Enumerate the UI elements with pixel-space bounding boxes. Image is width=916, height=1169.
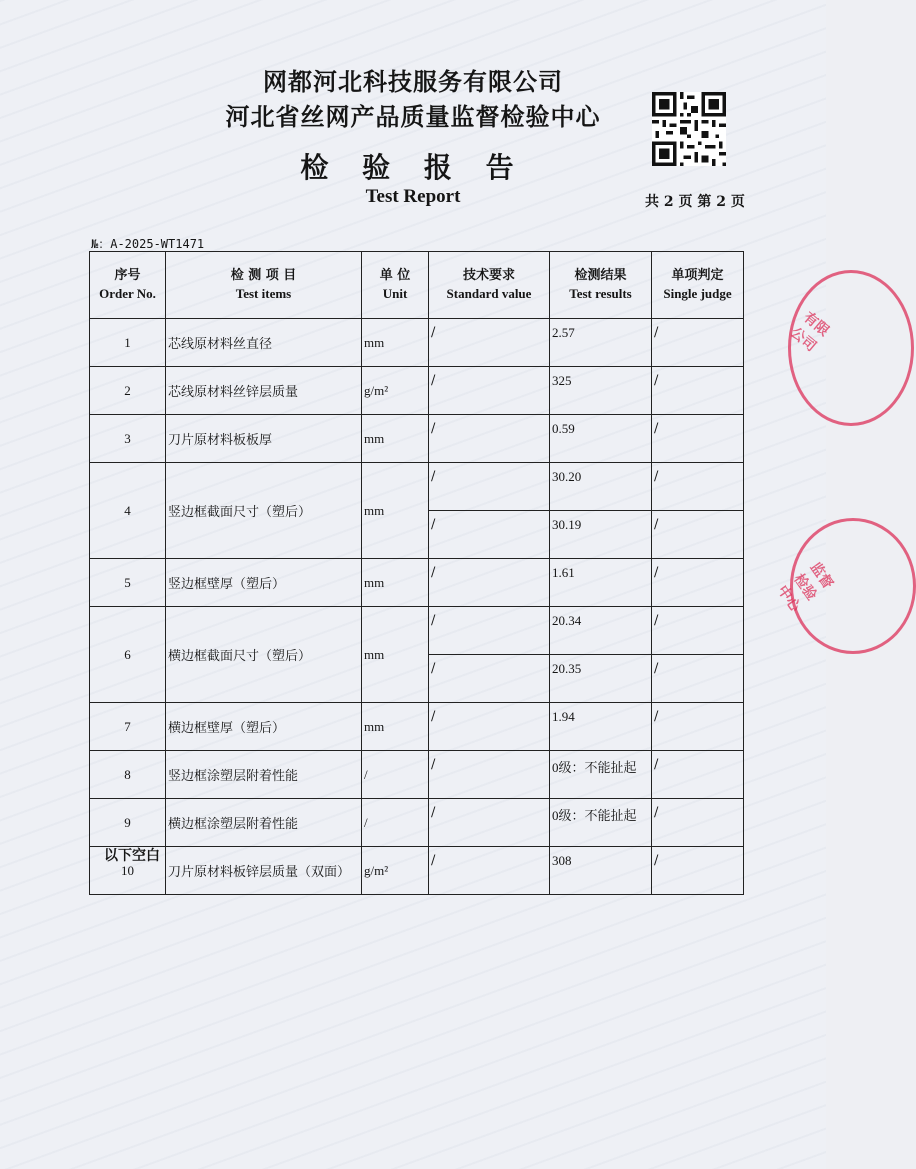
test-result-cell: 1.94	[550, 703, 652, 751]
unit-cell: g/m²	[362, 847, 429, 895]
test-result-cell: 1.61	[550, 559, 652, 607]
column-header	[362, 252, 429, 319]
order-number-cell: 1	[90, 319, 166, 367]
table-row	[90, 751, 744, 799]
table-row	[90, 847, 744, 895]
blank-below-note: 以下空白	[104, 848, 160, 864]
test-result-cell: 308	[550, 847, 652, 895]
standard-value-cell: /	[429, 463, 550, 511]
standard-value-cell: /	[429, 415, 550, 463]
qr-code-icon[interactable]	[652, 92, 726, 166]
test-item-cell: 芯线原材料丝直径	[166, 319, 362, 367]
test-result-cell: 325	[550, 367, 652, 415]
test-results-table	[89, 251, 744, 895]
single-judge-cell: /	[652, 799, 744, 847]
column-header-en: Test items	[235, 286, 292, 301]
test-item-cell: 竖边框涂塑层附着性能	[166, 751, 362, 799]
table-body	[90, 319, 744, 895]
unit-cell: /	[362, 751, 429, 799]
standard-value-cell: /	[429, 847, 550, 895]
test-item-cell: 竖边框壁厚（塑后）	[166, 559, 362, 607]
column-header	[90, 252, 166, 319]
single-judge-cell: /	[652, 847, 744, 895]
test-result-cell: 30.19	[550, 511, 652, 559]
order-number-cell: 6	[90, 607, 166, 703]
test-result-cell: 0级：不能扯起	[550, 751, 652, 799]
order-number-cell: 2	[90, 367, 166, 415]
table-header-row	[90, 252, 744, 319]
column-header	[652, 252, 744, 319]
standard-value-cell: /	[429, 367, 550, 415]
table-row	[90, 319, 744, 367]
test-result-cell: 2.57	[550, 319, 652, 367]
unit-cell: g/m²	[362, 367, 429, 415]
order-number-cell: 4	[90, 463, 166, 559]
table-row	[90, 367, 744, 415]
order-number-cell: 8	[90, 751, 166, 799]
single-judge-cell: /	[652, 463, 744, 511]
column-header-en: Test results	[569, 286, 632, 301]
column-header-cn: 序号	[114, 268, 141, 283]
column-header-cn: 单项判定	[671, 268, 724, 283]
standard-value-cell: /	[429, 799, 550, 847]
test-item-cell: 芯线原材料丝锌层质量	[166, 367, 362, 415]
column-header-cn: 检 测 项 目	[230, 268, 297, 283]
single-judge-cell: /	[652, 607, 744, 655]
order-number-cell: 9	[90, 799, 166, 847]
test-item-cell: 刀片原材料板锌层质量（双面）	[166, 847, 362, 895]
single-judge-cell: /	[652, 703, 744, 751]
standard-value-cell: /	[429, 655, 550, 703]
test-item-cell: 横边框截面尺寸（塑后）	[166, 607, 362, 703]
order-number-cell: 3	[90, 415, 166, 463]
column-header-en: Single judge	[663, 286, 732, 301]
test-result-cell: 30.20	[550, 463, 652, 511]
single-judge-cell: /	[652, 751, 744, 799]
table-row	[90, 559, 744, 607]
order-number-cell: 10	[90, 847, 166, 895]
report-title-english: Test Report	[365, 186, 461, 207]
table-row	[90, 463, 744, 511]
test-result-cell: 0.59	[550, 415, 652, 463]
test-item-cell: 横边框涂塑层附着性能	[166, 799, 362, 847]
unit-cell: mm	[362, 559, 429, 607]
seal-top-text: 有限公司	[787, 309, 832, 355]
test-item-cell: 刀片原材料板板厚	[166, 415, 362, 463]
column-header-cn: 单 位	[379, 268, 411, 283]
unit-cell: /	[362, 799, 429, 847]
column-header	[550, 252, 652, 319]
table-row	[90, 415, 744, 463]
test-item-cell: 竖边框截面尺寸（塑后）	[166, 463, 362, 559]
unit-cell: mm	[362, 607, 429, 703]
standard-value-cell: /	[429, 559, 550, 607]
inspection-center-name: 河北省丝网产品质量监督检验中心	[225, 102, 601, 131]
seal-bottom-text: 监督检验中心	[773, 559, 836, 615]
single-judge-cell: /	[652, 319, 744, 367]
standard-value-cell: /	[429, 751, 550, 799]
test-item-cell: 横边框壁厚（塑后）	[166, 703, 362, 751]
table-row	[90, 703, 744, 751]
single-judge-cell: /	[652, 559, 744, 607]
column-header-cn: 检测结果	[574, 268, 627, 283]
page-indicator: 共 2 页 第 2 页	[645, 194, 745, 210]
single-judge-cell: /	[652, 655, 744, 703]
test-result-cell: 20.35	[550, 655, 652, 703]
organization-name: 网都河北科技服务有限公司	[263, 67, 563, 96]
standard-value-cell: /	[429, 511, 550, 559]
table-row	[90, 799, 744, 847]
unit-cell: mm	[362, 463, 429, 559]
column-header	[429, 252, 550, 319]
column-header-en: Order No.	[99, 286, 156, 301]
column-header-cn: 技术要求	[462, 268, 515, 283]
test-result-cell: 20.34	[550, 607, 652, 655]
order-number-cell: 7	[90, 703, 166, 751]
single-judge-cell: /	[652, 415, 744, 463]
report-number: №：A-2025-WT1471	[91, 237, 205, 251]
single-judge-cell: /	[652, 511, 744, 559]
unit-cell: mm	[362, 319, 429, 367]
column-header	[166, 252, 362, 319]
unit-cell: mm	[362, 415, 429, 463]
standard-value-cell: /	[429, 607, 550, 655]
single-judge-cell: /	[652, 367, 744, 415]
order-number-cell: 5	[90, 559, 166, 607]
column-header-en: Unit	[382, 286, 408, 301]
test-result-cell: 0级：不能扯起	[550, 799, 652, 847]
report-title-chinese: 检 验 报 告	[300, 151, 526, 184]
standard-value-cell: /	[429, 319, 550, 367]
column-header-en: Standard value	[446, 286, 532, 301]
standard-value-cell: /	[429, 703, 550, 751]
table-row	[90, 607, 744, 655]
unit-cell: mm	[362, 703, 429, 751]
